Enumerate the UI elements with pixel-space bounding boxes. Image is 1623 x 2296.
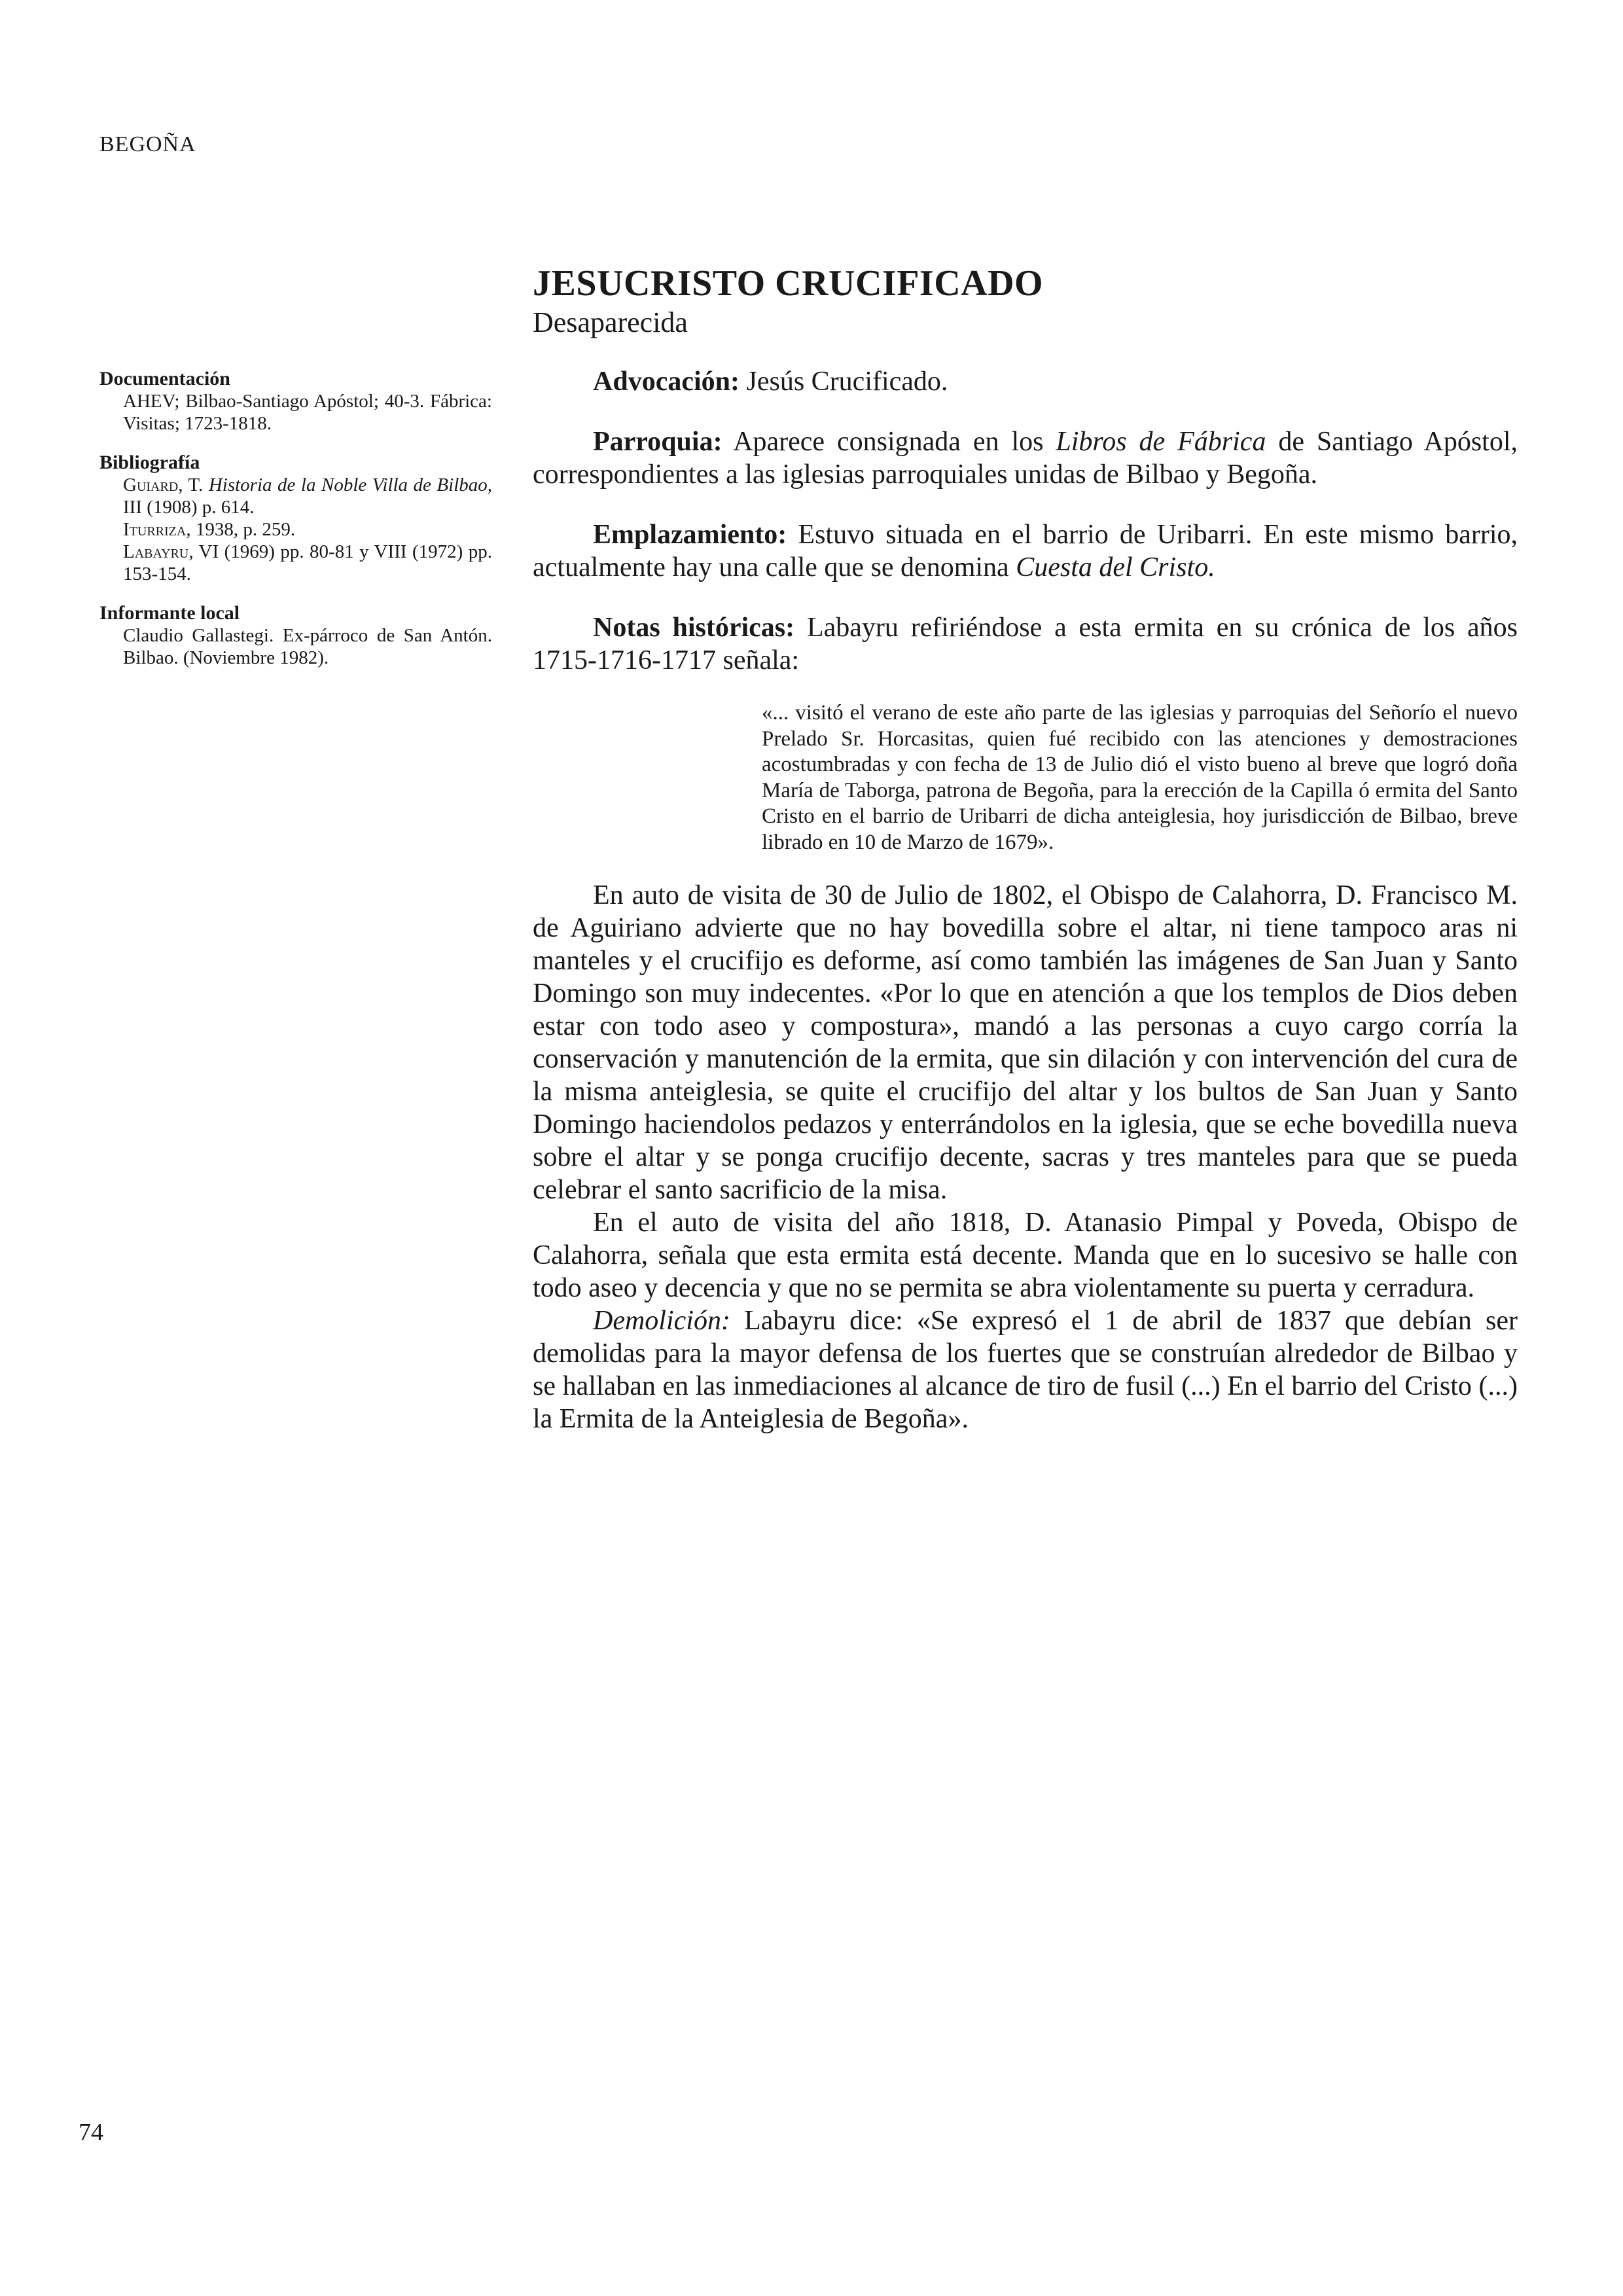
notas-label: Notas históricas: <box>593 613 795 643</box>
parroquia-label: Parroquia: <box>593 427 722 457</box>
notas-text: Labayru refiriéndose a esta ermita en su crónica de los años 1715-1716-1717 señala: <box>533 613 1518 675</box>
page-number: 74 <box>79 2119 103 2146</box>
parroquia-paragraph <box>533 425 1518 491</box>
running-head: BEGOÑA <box>99 132 196 156</box>
visita-1802-paragraph: En auto de visita de 30 de Julio de 1802, el Obispo de Calahorra, D. Francisco M. de Aguiriano advierte que no hay bovedilla sobre el altar, ni tiene tampoco aras ni manteles y el crucifijo es deforme, así como también las imágenes de San Juan y Santo Domingo son muy indecentes. «Por lo que en atención a que los templos de Dios deben estar con todo aseo y compostura», mandó a las personas a cuyo cargo corría la conservación y manutención de la ermita, que sin dilación y con intervención del cura de la misma anteiglesia, se quite el crucifijo del altar y los bultos de San Juan y Santo Domingo haciendolos pedazos y enterrándolos en la iglesia, que se eche bovedilla nueva sobre el altar y se ponga crucifijo decente, sacras y tres manteles para que se pueda celebrar el santo sacrificio de la misa. <box>533 880 1518 1205</box>
advocacion-label: Advocación: <box>593 367 740 397</box>
bib-author: Guiard, T. <box>123 475 204 495</box>
bib-work: Historia de la Noble Villa de Bilbao, <box>208 475 492 495</box>
labayru-quote: «... visitó el verano de este año parte de las iglesias y parroquias del Señorío el nuevo Prelado Sr. Horcasitas, quien fué recibido con las atenciones y demostraciones acostumbradas y con fecha de 13 de Julio dió el visto bueno al breve que logró doña María de Taborga, patrona de Begoña, para la erección de la Capilla ó ermita del Santo Cristo en el barrio de Uribarri de dicha anteiglesia, hoy jurisdicción de Bilbao, breve librado en 10 de Marzo de 1679». <box>762 701 1518 854</box>
informante-section <box>99 602 492 669</box>
parroquia-text-cont: de Santiago Apóstol, correspondientes a las iglesias parroquiales unidas de Bilbao y Begoña. <box>533 427 1518 490</box>
advocacion-text: Jesús Crucificado. <box>746 367 948 397</box>
demolicion-text: Labayru dice: «Se expresó el 1 de abril de 1837 que debían ser demolidas para la mayor defensa de los fuertes que se construían alrededor de Bilbao y se hallaban en las inmediaciones al alcance de tiro de fusil (...) En el barrio del Cristo (...) la Ermita de la Anteiglesia de Begoña». <box>533 1306 1518 1434</box>
emplazamiento-text: Estuvo situada en el barrio de Uribarri. En este mismo barrio, actualmente hay una calle que se denomina <box>533 520 1518 583</box>
advocacion-paragraph <box>533 365 1518 398</box>
article-header <box>533 262 1514 340</box>
sidebar <box>99 368 492 686</box>
informante-entry: Claudio Gallastegi. Ex-párroco de San Antón. Bilbao. (Noviembre 1982). <box>123 625 492 668</box>
emplazamiento-label: Emplazamiento: <box>593 520 787 550</box>
visita-1818-paragraph: En el auto de visita del año 1818, D. Atanasio Pimpal y Poveda, Obispo de Calahorra, señala que esta ermita está decente. Manda que en lo sucesivo se halle con todo aseo y decencia y que no se permita se abra violentamente su puerta y cerradura. <box>533 1208 1518 1303</box>
bib-details: VI (1969) pp. 80-81 y VIII (1972) pp. 153-154. <box>123 541 492 584</box>
bib-author: Labayru, <box>123 541 194 562</box>
article-subtitle: Desaparecida <box>533 306 688 338</box>
bibliografia-entry <box>123 518 492 541</box>
documentacion-title: Documentación <box>99 368 230 389</box>
bibliografia-section <box>99 452 492 585</box>
documentacion-entry: AHEV; Bilbao-Santiago Apóstol; 40-3. Fábrica: Visitas; 1723-1818. <box>123 391 492 434</box>
emplazamiento-paragraph <box>533 518 1518 584</box>
bibliografia-entry <box>123 541 492 585</box>
article-title: JESUCRISTO CRUCIFICADO <box>533 263 1044 304</box>
bibliografia-entry <box>123 474 492 518</box>
bibliografia-title: Bibliografía <box>99 452 200 473</box>
bib-details: 1938, p. 259. <box>195 519 296 540</box>
demolicion-paragraph <box>533 1304 1518 1435</box>
parroquia-text: Aparece consignada en los <box>733 427 1044 457</box>
main-text <box>533 365 1518 1435</box>
notas-paragraph <box>533 611 1518 677</box>
demolicion-label: Demolición: <box>593 1306 730 1336</box>
bib-author: Iturriza, <box>123 519 191 540</box>
bib-details: III (1908) p. 614. <box>123 497 255 518</box>
emplazamiento-street: Cuesta del Cristo. <box>1016 552 1215 583</box>
informante-title: Informante local <box>99 602 240 624</box>
parroquia-book-title: Libros de Fábrica <box>1056 427 1266 457</box>
documentacion-section <box>99 368 492 435</box>
